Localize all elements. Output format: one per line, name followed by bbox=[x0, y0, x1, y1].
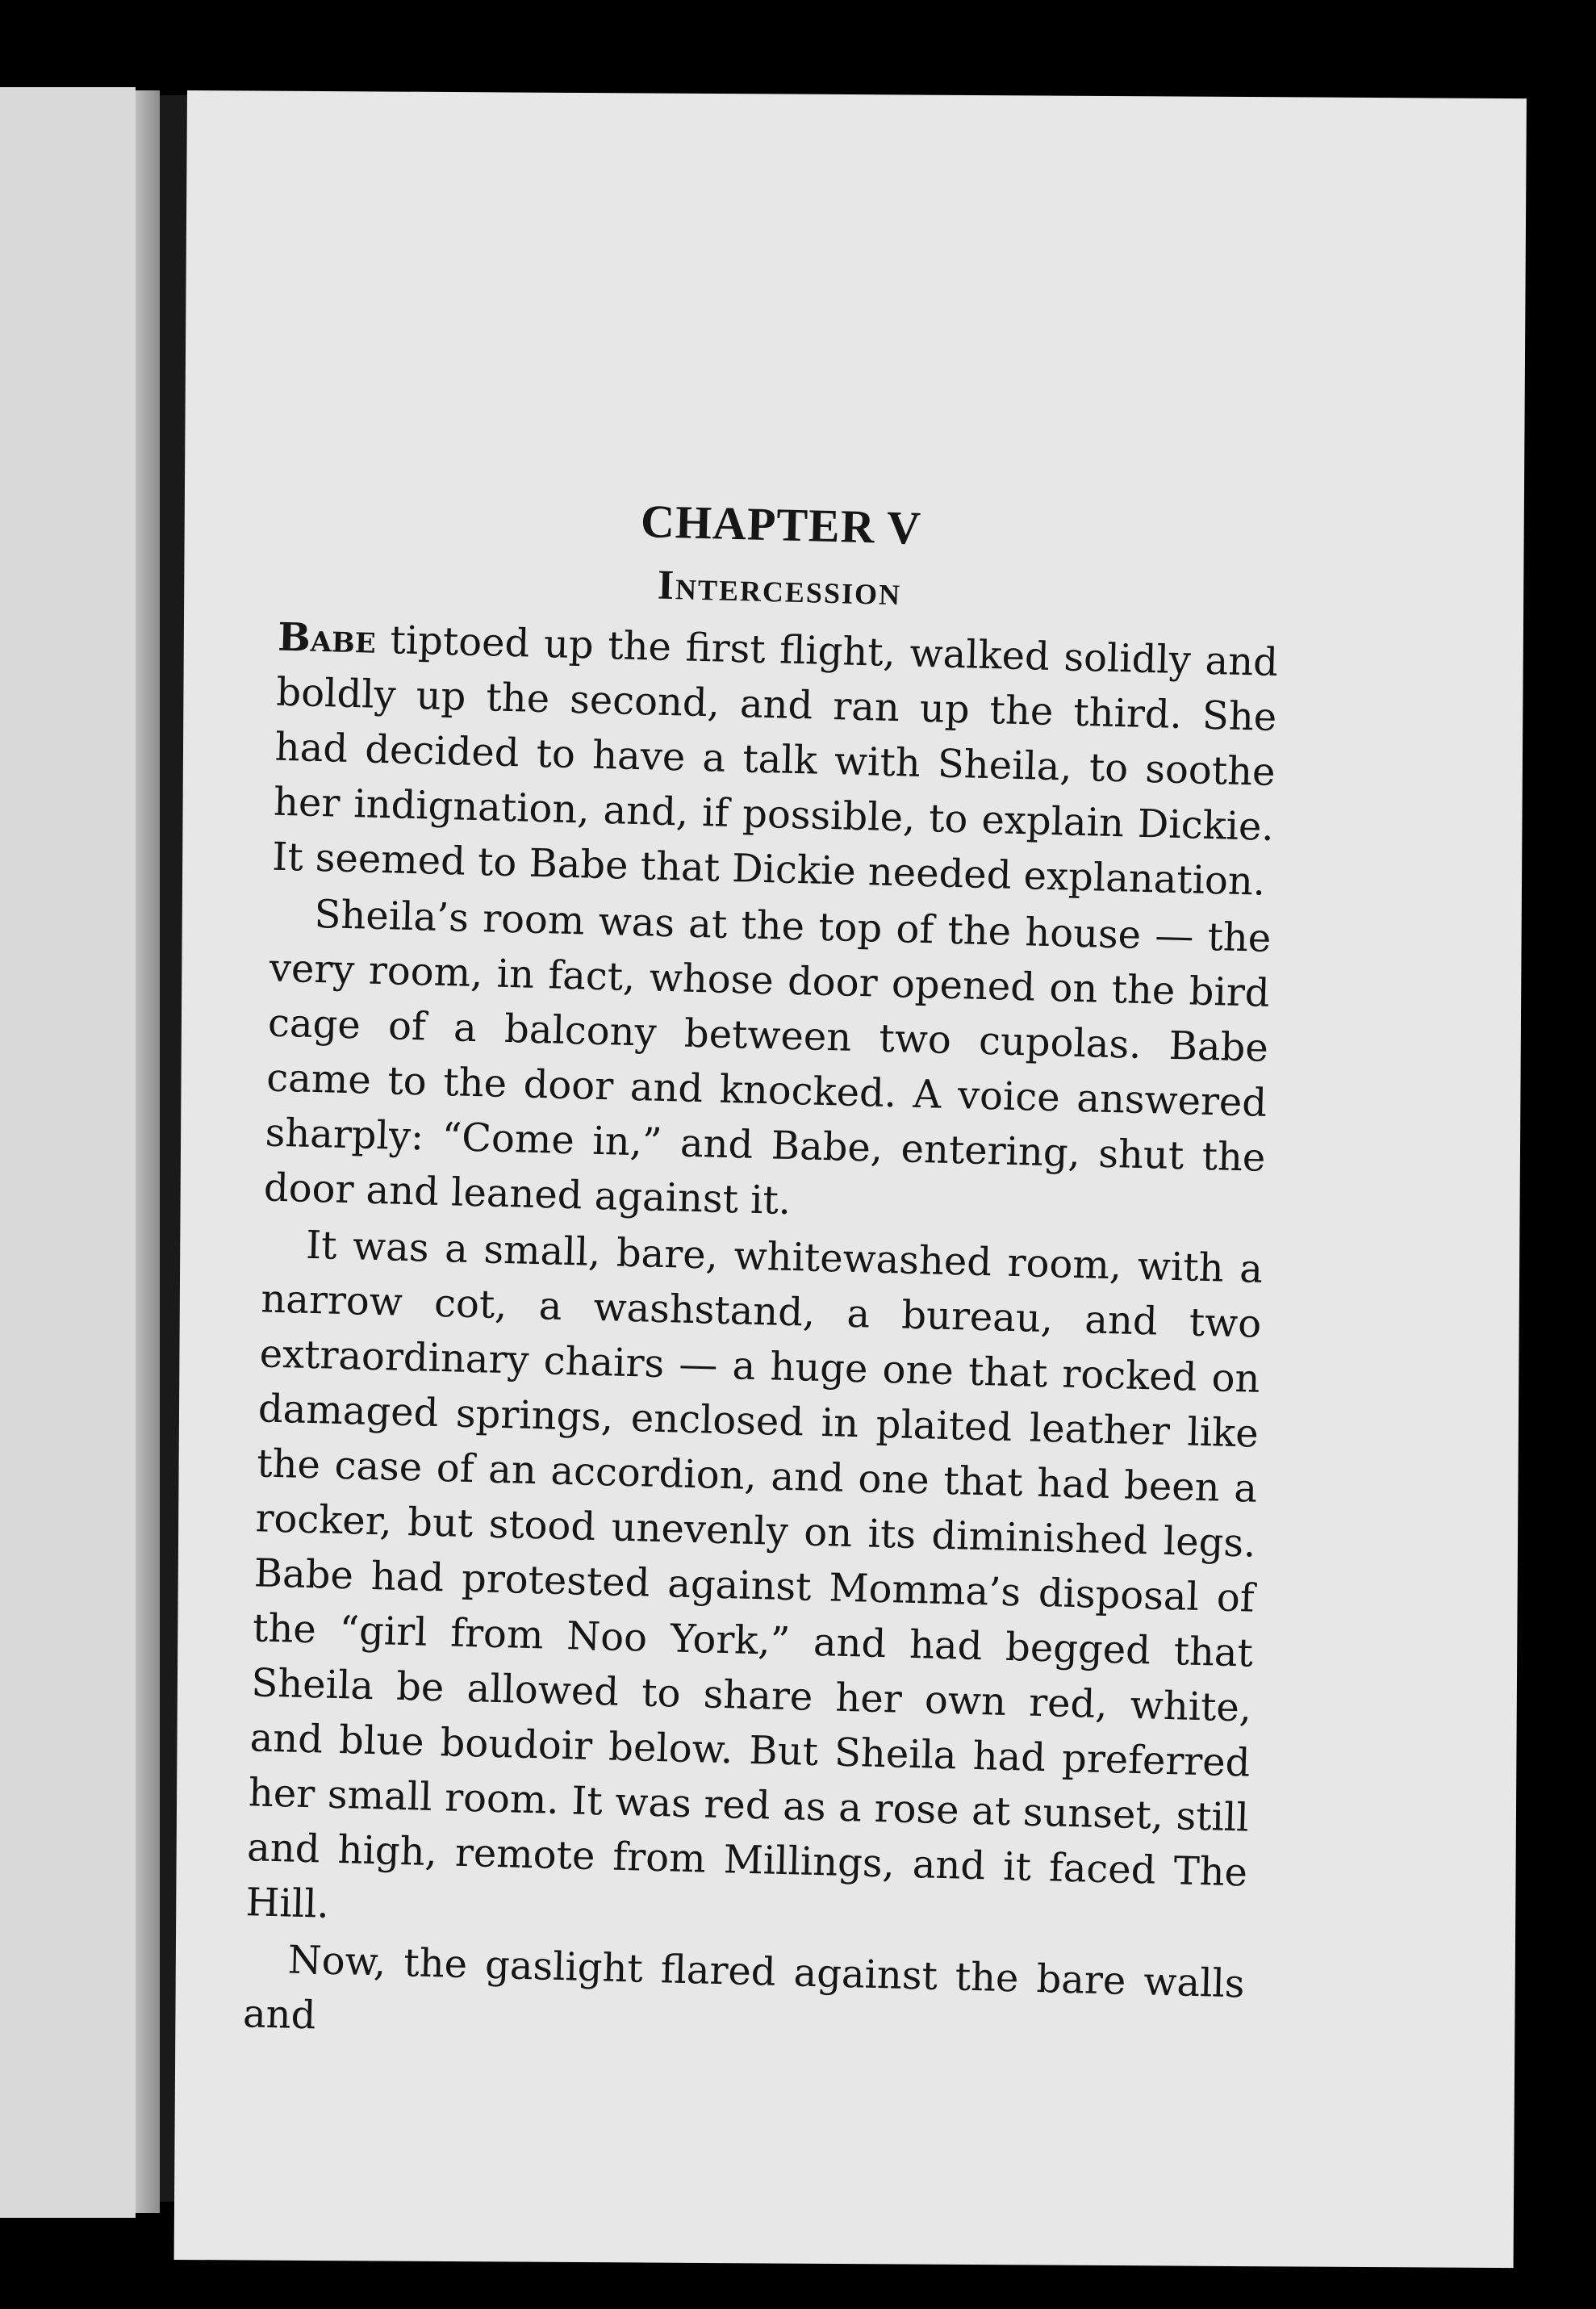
chapter-title: Intercession bbox=[657, 562, 902, 614]
left-page-edge bbox=[0, 87, 136, 2218]
paragraph-3-text: It was a small, bare, whitewashed room, with a narrow cot, a washstand, a bureau, and two extraordinary chairs — a huge one that rocked on damaged springs, enclosed in plaited leather like the case of an accordion, and one that had been a rocker, but stood unevenly on its diminished legs. Babe had protested against Momma’s disposal of the “girl from Noo York,” and had begged that Sheila be allowed to share her own red, white, and blue boudoir below. But Sheila had preferred her small room. It was red as a rose at sunset, still and high, remote from Millings, and it faced The Hill. bbox=[244, 1222, 1264, 1927]
paragraph-1-lead: Babe bbox=[277, 614, 377, 663]
chapter-heading: CHAPTER V bbox=[640, 495, 922, 554]
paragraph-4 bbox=[242, 1931, 1245, 2066]
book-page bbox=[174, 90, 1527, 2268]
page-text-block bbox=[242, 487, 1281, 2068]
paragraph-4-text: Now, the gaslight flared against the bare walls and bbox=[242, 1937, 1246, 2039]
paragraph-2 bbox=[263, 886, 1272, 1240]
paragraph-1-text: tiptoed up the first flight, walked solidly and boldly up the second, and ran up the third. She had decided to have a talk with Sheila, to soothe her indignation, and, if possible, to explain Dickie. It seemed to Babe that Dickie needed explanation. bbox=[271, 617, 1279, 905]
paragraph-2-text: Sheila’s room was at the top of the house — the very room, in fact, whose door opened on the bird cage of a balcony between two cupolas. Babe came to the door and knocked. A voice answered sharply: “Come in,” and Babe, entering, shut the door and leaned against it. bbox=[263, 891, 1272, 1224]
spine-shadow bbox=[136, 90, 160, 2213]
paragraph-3 bbox=[245, 1216, 1264, 1955]
paragraph-1 bbox=[272, 610, 1279, 910]
